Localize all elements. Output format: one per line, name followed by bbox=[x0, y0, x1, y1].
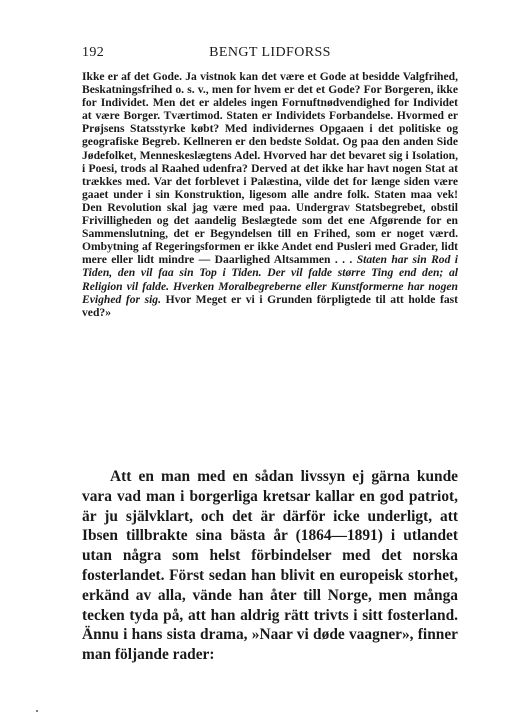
quoted-letter-block bbox=[82, 70, 458, 319]
body-paragraph: Att en man med en sådan livssyn ej gärna kunde vara vad man i borgerliga kretsar kallar en god patriot, är ju självklart, och det är därför icke underligt, att Ibsen tillbrakte sina bästa år (1864—1891) i utlandet utan några som helst förbindelser med det norska fosterlandet. Först sedan han blivit en europeisk storhet, erkänd av alla, vände han åter till Norge, men många tecken tyda på, att han aldrig rätt trivts i sitt fosterland. Ännu i hans sista drama, »Naar vi døde vaagner», finner man följande rader: bbox=[82, 468, 458, 664]
quote-text-regular: Ikke er af det Gode. Ja vistnok kan det være et Gode at besidde Valgfrihed, Beskatningsfrihed o. s. v., men for hvem er det et Gode? For Borgeren, ikke for Individet. Men det er aldeles ingen Fornuftnødvendighed for Individet at være Borger. Tværtimod. Staten er Individets Forbandelse. Hvormed er Prøjsens Statsstyrke købt? Med individernes Opgaaen i det politiske og geografiske Begreb. Kellneren er den bedste Soldat. Og paa den anden Side Jødefolket, Menneskeslægtens Adel. Hvorved har det bevaret sig i Isolation, i Poesi, trods al Raahed udenfra? Derved at det ikke har havt nogen Stat at trækkes med. Var det forblevet i Palæstina, vilde det for længe siden være gaaet under i sin Konstruktion, ligesom alle andre folk. Staten maa vek! Den Revolution skal jag være med paa. Undergrav Statsbegrebet, obstil Frivilligheden og det aandelig Beslægtede som det ene Afgørende for en Sammenslutning, det er Begyndelsen till en Frihed, som er noget værd. Ombytning af Regeringsformen er ikke Andet end Pusleri med Grader, lidt mere eller lidt mindre — Daarlighed Altsammen . . . bbox=[82, 70, 458, 267]
paper-speck bbox=[36, 710, 38, 712]
quote-text-italic: Staten har sin Rod i Tiden, den vil faa sin Top i Tiden. Der vil falde større Ting end den; al Religion vil falde. Hverken Moralbegreberne eller Kunstformerne har nogen Evighed for sig. bbox=[82, 253, 458, 306]
page-header bbox=[82, 45, 458, 65]
running-head: BENGT LIDFORSS bbox=[209, 45, 331, 60]
quote-text-closing: Hvor Meget er vi i Grunden förpligtede til att holde fast ved?» bbox=[82, 292, 458, 319]
page-number: 192 bbox=[82, 45, 105, 60]
